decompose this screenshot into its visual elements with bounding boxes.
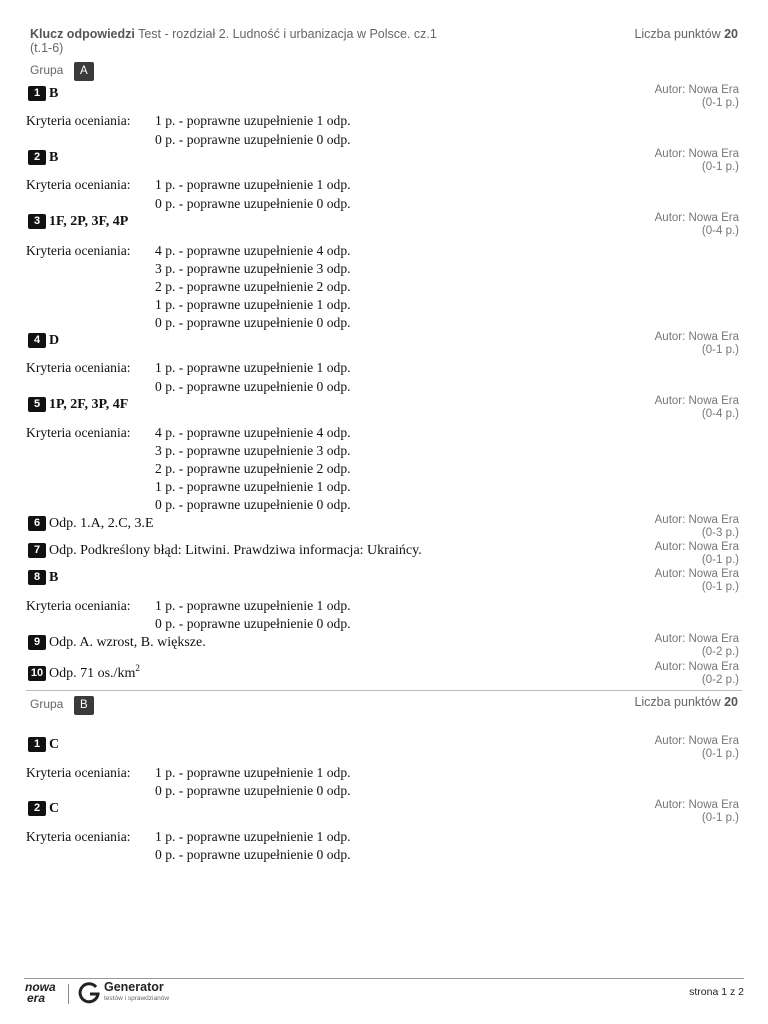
points-value: 20	[724, 695, 738, 709]
criteria-line: 1 p. - poprawne uzupełnienie 1 odp.	[155, 360, 351, 375]
answer: Odp. A. wzrost, B. większe.	[49, 635, 206, 650]
question-number: 1	[28, 737, 46, 752]
points-label: Liczba punktów	[634, 27, 721, 41]
question-author	[655, 661, 739, 687]
answer: C	[49, 737, 60, 752]
question-3	[28, 214, 128, 230]
generator-logo-icon	[77, 981, 101, 1005]
footer-divider	[24, 978, 744, 979]
criteria-line: 3 p. - poprawne uzupełnienie 3 odp.	[155, 443, 351, 458]
total-points	[634, 27, 738, 41]
answer: B	[49, 86, 59, 101]
criteria-line: 0 p. - poprawne uzupełnienie 0 odp.	[155, 315, 351, 330]
generator-sub: testów i sprawdzianów	[104, 995, 170, 1002]
criteria-line: 1 p. - poprawne uzupełnienie 1 odp.	[155, 479, 351, 494]
question-author	[655, 568, 739, 594]
criteria-label: Kryteria oceniania:	[26, 425, 131, 440]
question-number: 3	[28, 214, 46, 229]
question-7	[28, 543, 422, 559]
author-text: Autor: Nowa Era	[654, 568, 739, 580]
question-b-2	[28, 801, 59, 817]
author-text: Autor: Nowa Era	[654, 633, 739, 645]
question-number: 10	[28, 666, 46, 681]
question-number: 7	[28, 543, 46, 558]
criteria-line: 0 p. - poprawne uzupełnienie 0 odp.	[155, 497, 351, 512]
criteria-label: Kryteria oceniania:	[26, 113, 131, 128]
question-number: 2	[28, 801, 46, 816]
criteria-line: 3 p. - poprawne uzupełnienie 3 odp.	[155, 261, 351, 276]
question-2	[28, 150, 58, 166]
group-label: Grupa	[30, 697, 64, 711]
criteria-line: 1 p. - poprawne uzupełnienie 1 odp.	[155, 598, 351, 613]
question-author	[655, 799, 739, 825]
answer: 1F, 2P, 3F, 4P	[49, 214, 129, 229]
criteria-line: 1 p. - poprawne uzupełnienie 1 odp.	[155, 113, 351, 128]
title-rest: Test - rozdział 2. Ludność i urbanizacja w Polsce. cz.1	[138, 27, 437, 41]
points-range: (0-4 p.)	[701, 225, 739, 237]
logo-era: era	[27, 991, 46, 1005]
question-author	[655, 514, 739, 540]
group-separator	[26, 690, 742, 691]
criteria-label: Kryteria oceniania:	[26, 598, 131, 613]
criteria-line: 1 p. - poprawne uzupełnienie 1 odp.	[155, 297, 351, 312]
group-b-header	[30, 695, 94, 715]
criteria-line: 4 p. - poprawne uzupełnienie 4 odp.	[155, 243, 351, 258]
points-range: (0-2 p.)	[701, 646, 739, 658]
author-text: Autor: Nowa Era	[654, 735, 739, 747]
question-number: 9	[28, 635, 46, 650]
author-text: Autor: Nowa Era	[654, 514, 739, 526]
question-9	[28, 635, 206, 651]
author-text: Autor: Nowa Era	[654, 395, 739, 407]
question-author	[655, 541, 739, 567]
points-label: Liczba punktów	[634, 695, 721, 709]
question-8	[28, 570, 58, 586]
criteria-line: 1 p. - poprawne uzupełnienie 1 odp.	[155, 765, 351, 780]
question-author	[655, 84, 739, 110]
question-6	[28, 516, 154, 532]
answer: D	[49, 333, 60, 348]
author-text: Autor: Nowa Era	[654, 331, 739, 343]
document-title	[30, 27, 510, 55]
group-b-points	[634, 695, 738, 709]
question-author	[655, 735, 739, 761]
question-number: 1	[28, 86, 46, 101]
question-number: 6	[28, 516, 46, 531]
question-author	[655, 395, 739, 421]
criteria-line: 0 p. - poprawne uzupełnienie 0 odp.	[155, 196, 351, 211]
points-range: (0-1 p.)	[701, 344, 739, 356]
points-range: (0-1 p.)	[701, 748, 739, 760]
question-b-1	[28, 737, 59, 753]
question-author	[655, 212, 739, 238]
answer: Odp. 71 os./km	[49, 665, 136, 681]
question-number: 5	[28, 397, 46, 412]
criteria-line: 0 p. - poprawne uzupełnienie 0 odp.	[155, 847, 351, 862]
logo-divider	[68, 984, 69, 1004]
criteria-line: 1 p. - poprawne uzupełnienie 1 odp.	[155, 177, 351, 192]
question-author	[655, 331, 739, 357]
answer: 1P, 2F, 3P, 4F	[49, 397, 129, 412]
criteria-line: 2 p. - poprawne uzupełnienie 2 odp.	[155, 461, 351, 476]
criteria-line: 1 p. - poprawne uzupełnienie 1 odp.	[155, 829, 351, 844]
points-range: (0-3 p.)	[701, 527, 739, 539]
author-text: Autor: Nowa Era	[654, 661, 739, 673]
points-value: 20	[724, 27, 738, 41]
criteria-line: 0 p. - poprawne uzupełnienie 0 odp.	[155, 616, 351, 631]
author-text: Autor: Nowa Era	[654, 148, 739, 160]
points-range: (0-4 p.)	[701, 408, 739, 420]
generator-title: Generator	[104, 980, 164, 994]
question-1	[28, 86, 58, 102]
criteria-label: Kryteria oceniania:	[26, 177, 131, 192]
criteria-label: Kryteria oceniania:	[26, 765, 131, 780]
answer-superscript: 2	[135, 663, 140, 673]
logo-nowa: nowa	[25, 980, 56, 994]
question-10	[28, 663, 140, 682]
question-number: 4	[28, 333, 46, 348]
criteria-label: Kryteria oceniania:	[26, 360, 131, 375]
criteria-line: 0 p. - poprawne uzupełnienie 0 odp.	[155, 132, 351, 147]
question-4	[28, 333, 59, 349]
author-text: Autor: Nowa Era	[654, 84, 739, 96]
group-label: Grupa	[30, 63, 64, 77]
nowa-era-logo	[25, 982, 65, 1004]
criteria-line: 0 p. - poprawne uzupełnienie 0 odp.	[155, 379, 351, 394]
generator-logo-text	[104, 982, 169, 1004]
answer: B	[49, 570, 59, 585]
author-text: Autor: Nowa Era	[654, 212, 739, 224]
title-line2: (t.1-6)	[30, 41, 64, 55]
group-a-header	[30, 61, 94, 81]
points-range: (0-1 p.)	[701, 554, 739, 566]
page-number: strona 1 z 2	[689, 986, 744, 998]
points-range: (0-1 p.)	[701, 97, 739, 109]
answer: B	[49, 150, 59, 165]
question-5	[28, 397, 128, 413]
points-range: (0-1 p.)	[701, 581, 739, 593]
answer: Odp. 1.A, 2.C, 3.E	[49, 516, 154, 531]
points-range: (0-2 p.)	[701, 674, 739, 686]
criteria-label: Kryteria oceniania:	[26, 243, 131, 258]
author-text: Autor: Nowa Era	[654, 799, 739, 811]
author-text: Autor: Nowa Era	[654, 541, 739, 553]
criteria-line: 4 p. - poprawne uzupełnienie 4 odp.	[155, 425, 351, 440]
criteria-label: Kryteria oceniania:	[26, 829, 131, 844]
points-range: (0-1 p.)	[701, 812, 739, 824]
group-badge: A	[74, 62, 94, 81]
criteria-line: 0 p. - poprawne uzupełnienie 0 odp.	[155, 783, 351, 798]
criteria-line: 2 p. - poprawne uzupełnienie 2 odp.	[155, 279, 351, 294]
question-number: 8	[28, 570, 46, 585]
question-number: 2	[28, 150, 46, 165]
question-author	[655, 633, 739, 659]
group-badge: B	[74, 696, 94, 715]
points-range: (0-1 p.)	[701, 161, 739, 173]
answer: Odp. Podkreślony błąd: Litwini. Prawdziwa informacja: Ukraińcy.	[49, 543, 422, 558]
answer: C	[49, 801, 60, 816]
title-bold: Klucz odpowiedzi	[30, 27, 135, 41]
question-author	[655, 148, 739, 174]
